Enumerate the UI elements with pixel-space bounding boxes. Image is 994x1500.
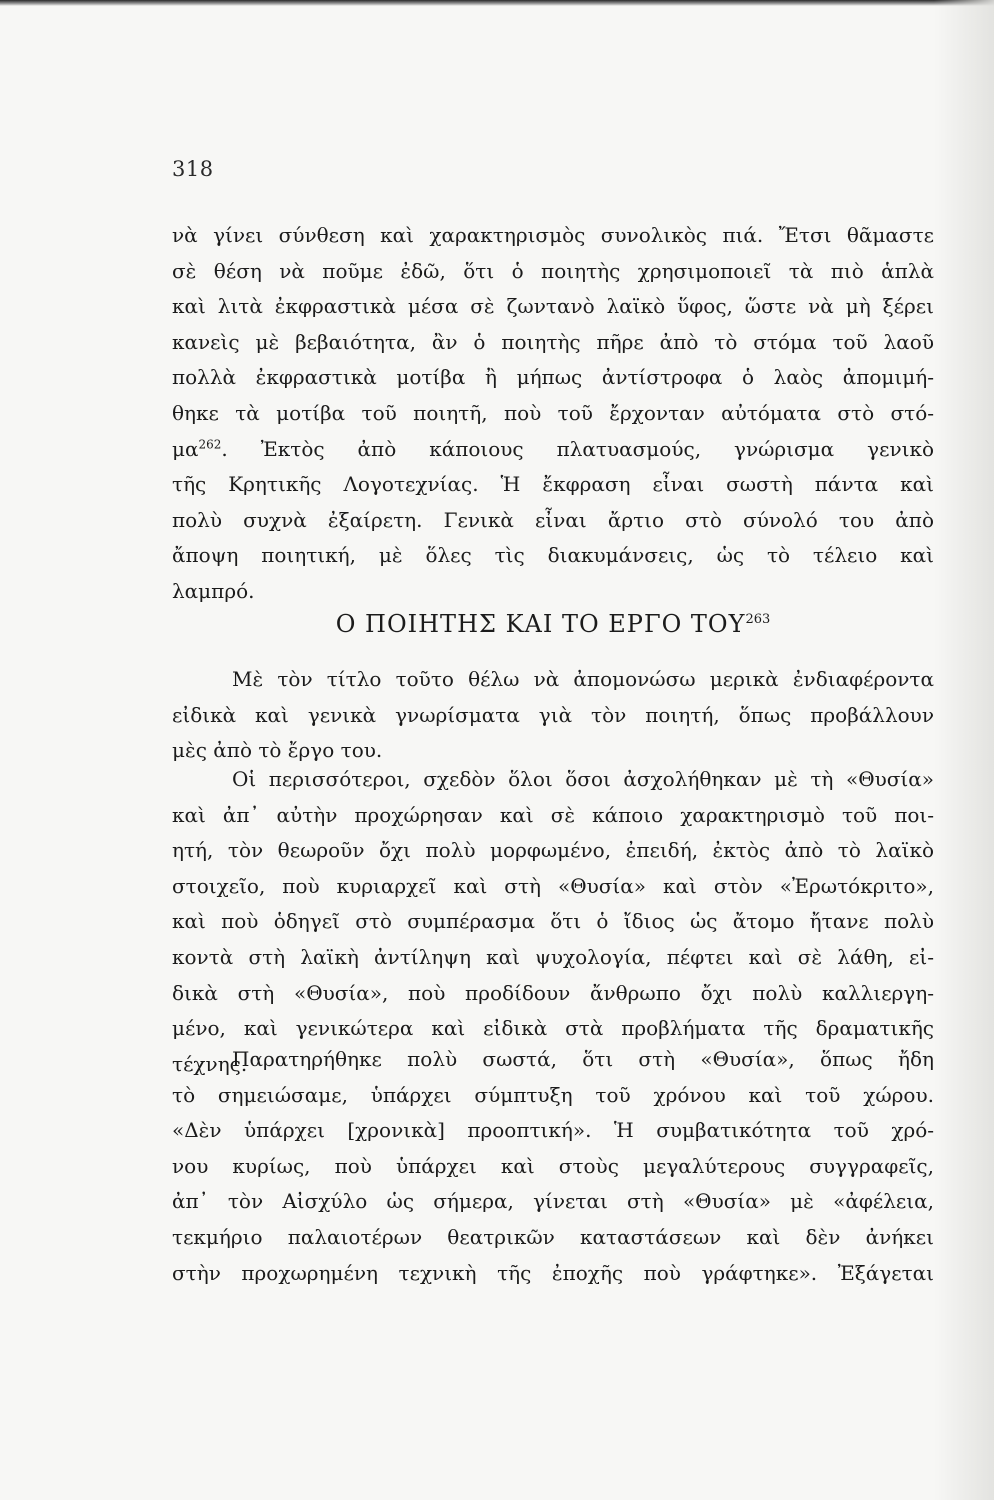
- text-line: σὲ θέση νὰ ποῦμε ἐδῶ, ὅτι ὁ ποιητὴς χρησιμοποιεῖ τὰ πιὸ ἁπλὰ: [172, 258, 934, 283]
- text-line: μένο, καὶ γενικώτερα καὶ εἰδικὰ στὰ προβλήματα τῆς δραματικῆς: [172, 1016, 934, 1041]
- text-fragment: . Ἐκτὸς ἀπὸ κάποιους πλατυασμούς, γνώρισμα γενικὸ: [221, 436, 934, 461]
- text-line: καὶ λιτὰ ἐκφραστικὰ μέσα σὲ ζωντανὸ λαϊκὸ ὕφος, ὥστε νὰ μὴ ξέρει: [172, 294, 934, 319]
- text-line: Μὲ τὸν τίτλο τοῦτο θέλω νὰ ἀπομονώσω μερικὰ ἐνδιαφέροντα: [232, 667, 934, 691]
- text-line: τῆς Κρητικῆς Λογοτεχνίας. Ἡ ἔκφραση εἶναι σωστὴ πάντα καὶ: [172, 472, 934, 497]
- text-line: «Δὲν ὑπάρχει [χρονικὰ] προοπτική». Ἡ συμβατικότητα τοῦ χρό-: [172, 1118, 934, 1143]
- paragraph-1: [172, 218, 934, 610]
- text-line: τὸ σημειώσαμε, ὑπάρχει σύμπτυξη τοῦ χρόνου καὶ τοῦ χώρου.: [172, 1082, 934, 1107]
- text-line: καὶ ποὺ ὁδηγεῖ στὸ συμπέρασμα ὅτι ὁ ἴδιος ὡς ἄτομο ἤτανε πολὺ: [172, 909, 934, 934]
- paragraph-3: [172, 762, 934, 1082]
- text-line: ητή, τὸν θεωροῦν ὄχι πολὺ μορφωμένο, ἐπειδή, ἐκτὸς ἀπὸ τὸ λαϊκὸ: [172, 838, 934, 863]
- text-line: κοντὰ στὴ λαϊκὴ ἀντίληψη καὶ ψυχολογία, πέφτει καὶ σὲ λάθη, εἰ-: [172, 944, 934, 969]
- text-line: εἰδικὰ καὶ γενικὰ γνωρίσματα γιὰ τὸν ποιητή, ὅπως προβάλλουν: [172, 702, 934, 727]
- text-line: μὲς ἀπὸ τὸ ἔργο του.: [172, 738, 383, 763]
- text-fragment: μα: [172, 436, 199, 461]
- paragraph-4: [172, 1042, 934, 1291]
- section-heading: [172, 608, 934, 640]
- text-line: στοιχεῖο, ποὺ κυριαρχεῖ καὶ στὴ «Θυσία» καὶ στὸν «Ἐρωτόκριτο»,: [172, 873, 934, 898]
- footnote-ref-263: 263: [745, 612, 771, 627]
- page-number: 318: [172, 157, 214, 181]
- text-line: Παρατηρήθηκε πολὺ σωστά, ὅτι στὴ «Θυσία», ὅπως ἤδη: [232, 1047, 934, 1071]
- text-line: θηκε τὰ μοτίβα τοῦ ποιητῆ, ποὺ τοῦ ἔρχονταν αὐτόματα στὸ στό-: [172, 400, 934, 425]
- text-line: τέχνης.: [172, 1051, 248, 1076]
- page-shadow: [934, 0, 994, 1500]
- text-line: κανεὶς μὲ βεβαιότητα, ἂν ὁ ποιητὴς πῆρε ἀπὸ τὸ στόμα τοῦ λαοῦ: [172, 329, 934, 354]
- section-title: Ο ΠΟΙΗΤΗΣ ΚΑΙ ΤΟ ΕΡΓΟ ΤΟΥ: [335, 610, 746, 638]
- text-line: τεκμήριο παλαιοτέρων θεατρικῶν καταστάσεων καὶ δὲν ἀνήκει: [172, 1224, 934, 1249]
- text-line: πολλὰ ἐκφραστικὰ μοτίβα ἢ μήπως ἀντίστροφα ὁ λαὸς ἀπομιμή-: [172, 365, 934, 390]
- book-page: [172, 0, 934, 1500]
- text-line-with-footnote: [172, 432, 934, 468]
- paragraph-2: [172, 662, 934, 769]
- text-line: δικὰ στὴ «Θυσία», ποὺ προδίδουν ἄνθρωπο ὄχι πολὺ καλλιεργη-: [172, 980, 934, 1005]
- text-line: πολὺ συχνὰ ἐξαίρετη. Γενικὰ εἶναι ἄρτιο στὸ σύνολό του ἀπὸ: [172, 507, 934, 532]
- text-line: ἀπ᾿ τὸν Αἰσχύλο ὡς σήμερα, γίνεται στὴ «Θυσία» μὲ «ἀφέλεια,: [172, 1189, 934, 1214]
- text-line: λαμπρό.: [172, 578, 255, 603]
- text-line: νὰ γίνει σύνθεση καὶ χαρακτηρισμὸς συνολικὸς πιά. Ἔτσι θᾶμαστε: [172, 223, 934, 247]
- text-line: ἄποψη ποιητική, μὲ ὅλες τὶς διακυμάνσεις, ὡς τὸ τέλειο καὶ: [172, 543, 934, 568]
- text-line: νου κυρίως, ποὺ ὑπάρχει καὶ στοὺς μεγαλύτερους συγγραφεῖς,: [172, 1153, 934, 1178]
- text-line: Οἱ περισσότεροι, σχεδὸν ὅλοι ὅσοι ἀσχολήθηκαν μὲ τὴ «Θυσία»: [232, 767, 934, 791]
- text-line: στὴν προχωρημένη τεχνικὴ τῆς ἐποχῆς ποὺ γράφτηκε». Ἐξάγεται: [172, 1260, 934, 1285]
- text-line: καὶ ἀπ᾿ αὐτὴν προχώρησαν καὶ σὲ κάποιο χαρακτηρισμὸ τοῦ ποι-: [172, 802, 934, 827]
- footnote-ref-262: 262: [198, 436, 222, 451]
